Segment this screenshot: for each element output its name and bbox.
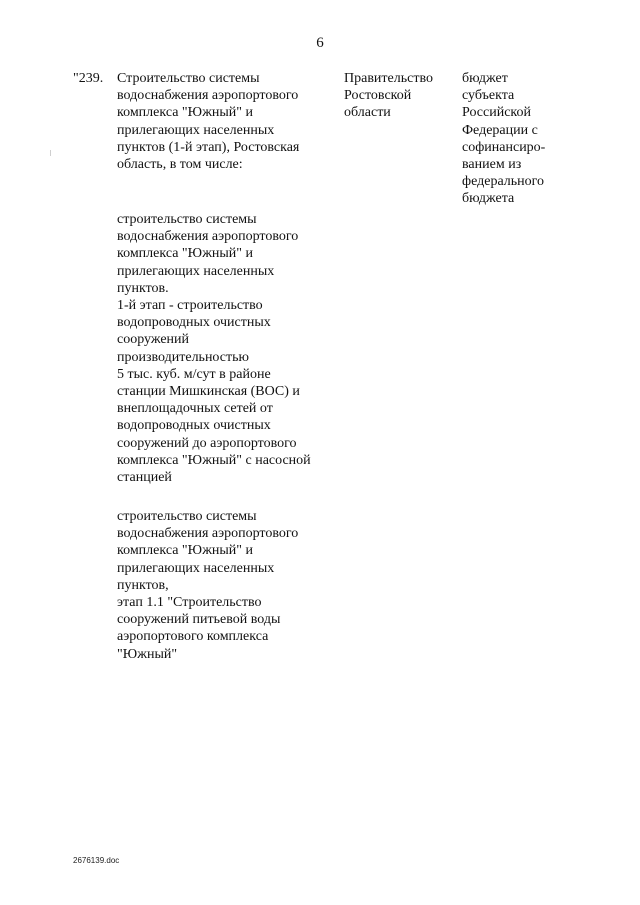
entry-number: "239. <box>73 71 104 86</box>
entry-description <box>117 70 342 173</box>
footer-file-name: 2676139.doc <box>73 856 120 865</box>
responsible-party: Правительство Ростовской области <box>344 71 433 121</box>
sub-item-1 <box>117 211 342 486</box>
entry-description-text: Строительство системы водоснабжения аэропортового комплекса "Южный" и прилегающих населенных пунктов (1-й этап), Ростовская область, в том числе: <box>117 71 300 173</box>
margin-mark <box>50 150 51 156</box>
sub-item-2 <box>117 508 342 663</box>
sub-item-2-text: строительство системы водоснабжения аэропортового комплекса "Южный" и прилегающих населенных пунктов, этап 1.1 "Строительство сооружений питьевой воды аэропортового комплекса "Южный" <box>117 509 299 662</box>
sub-item-1-text: строительство системы водоснабжения аэропортового комплекса "Южный" и прилегающих населенных пунктов. 1-й этап - строительство водопроводных очистных сооружений производительностью 5 тыс. куб. м/сут в районе станции Мишкинская (ВОС) и внеплощадочных сетей от водопроводных очистных сооружений до аэропортового комплекса "Южный" с насосной станцией <box>117 212 311 486</box>
page-number: 6 <box>316 35 324 51</box>
funding-source: бюджет субъекта Российской Федерации с софинансиро- ванием из федерального бюджета <box>462 71 546 207</box>
